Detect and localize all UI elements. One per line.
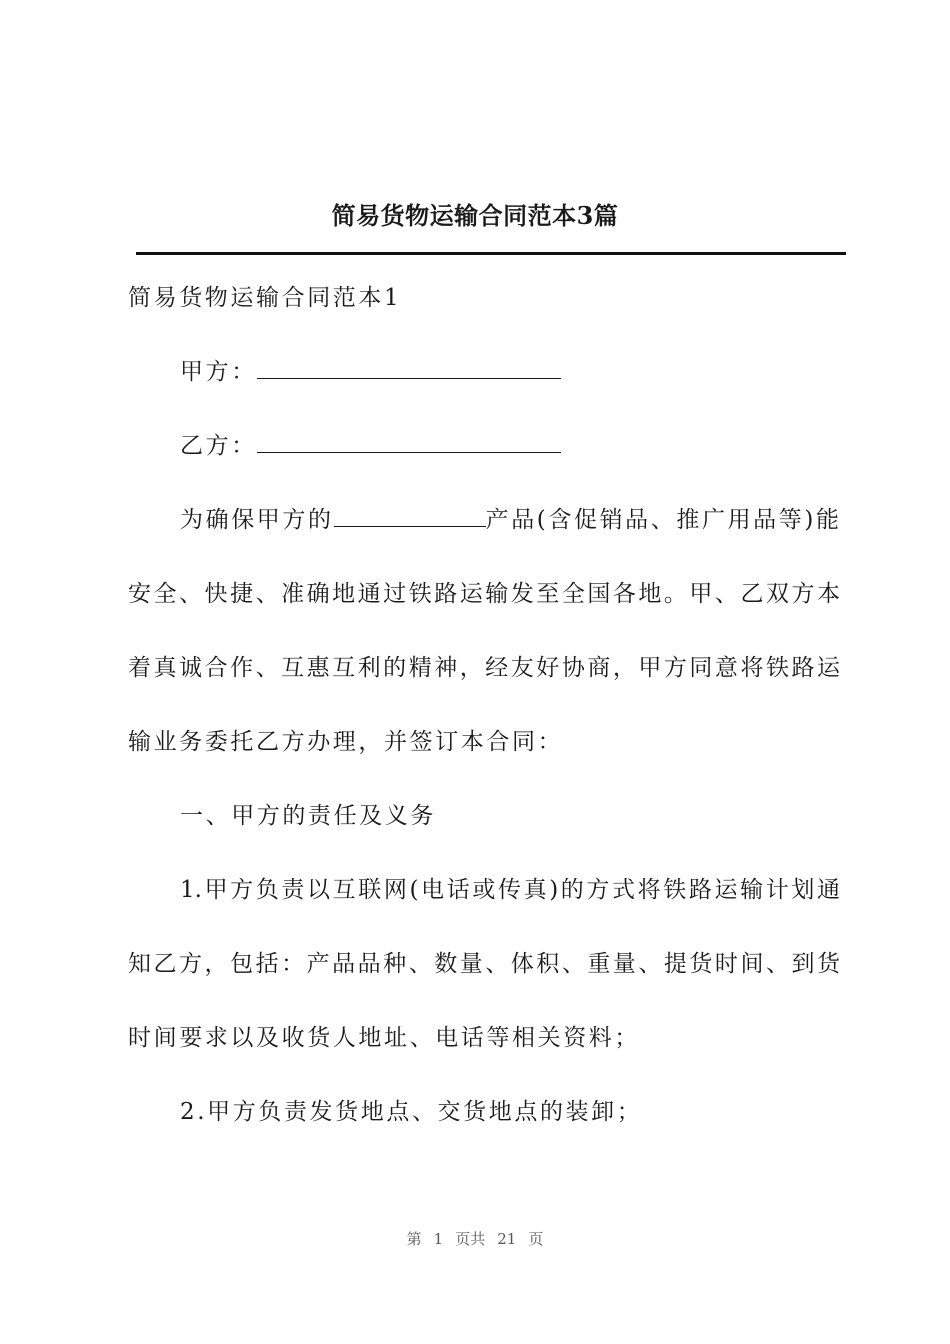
- title-divider: [136, 252, 846, 255]
- document-title: 简易货物运输合同范本3篇: [331, 201, 619, 230]
- party-b-label: 乙方：: [180, 433, 257, 459]
- paragraph-line: 2.甲方负责发货地点、交货地点的装卸；: [180, 1099, 643, 1125]
- paragraph-line: 安全、快捷、准确地通过铁路运输发至全国各地。甲、乙双方本: [128, 581, 840, 607]
- party-a-line: [180, 356, 892, 388]
- section-heading: 简易货物运输合同范本1: [128, 285, 402, 311]
- party-a-label: 甲方：: [180, 359, 257, 385]
- paragraph-line: 知乙方，包括：产品品种、数量、体积、重量、提货时间、到货: [128, 951, 840, 977]
- party-b-line: [180, 430, 892, 462]
- paragraph-line: 1.甲方负责以互联网(电话或传真)的方式将铁路运输计划通: [180, 877, 840, 903]
- paragraph-line: 输业务委托乙方办理，并签订本合同：: [128, 729, 564, 755]
- footer-middle: 页共: [455, 1230, 486, 1248]
- para1-end: 产品(含促销品、推广用品等)能: [485, 507, 842, 533]
- clause-heading: 一、甲方的责任及义务: [180, 803, 436, 829]
- page-total: 21: [497, 1230, 517, 1248]
- footer-suffix: 页: [528, 1230, 544, 1248]
- party-a-blank: [257, 356, 561, 379]
- paragraph-line: 时间要求以及收货人地址、电话等相关资料；: [128, 1025, 640, 1051]
- page-footer: [0, 1228, 950, 1249]
- page-number: 1: [433, 1230, 444, 1248]
- footer-prefix: 第: [406, 1230, 422, 1248]
- party-b-blank: [257, 430, 561, 453]
- para1-start: 为确保甲方的: [180, 507, 334, 533]
- paragraph-line: [180, 504, 840, 536]
- product-blank: [334, 504, 486, 527]
- paragraph-line: 着真诚合作、互惠互利的精神，经友好协商，甲方同意将铁路运: [128, 655, 840, 681]
